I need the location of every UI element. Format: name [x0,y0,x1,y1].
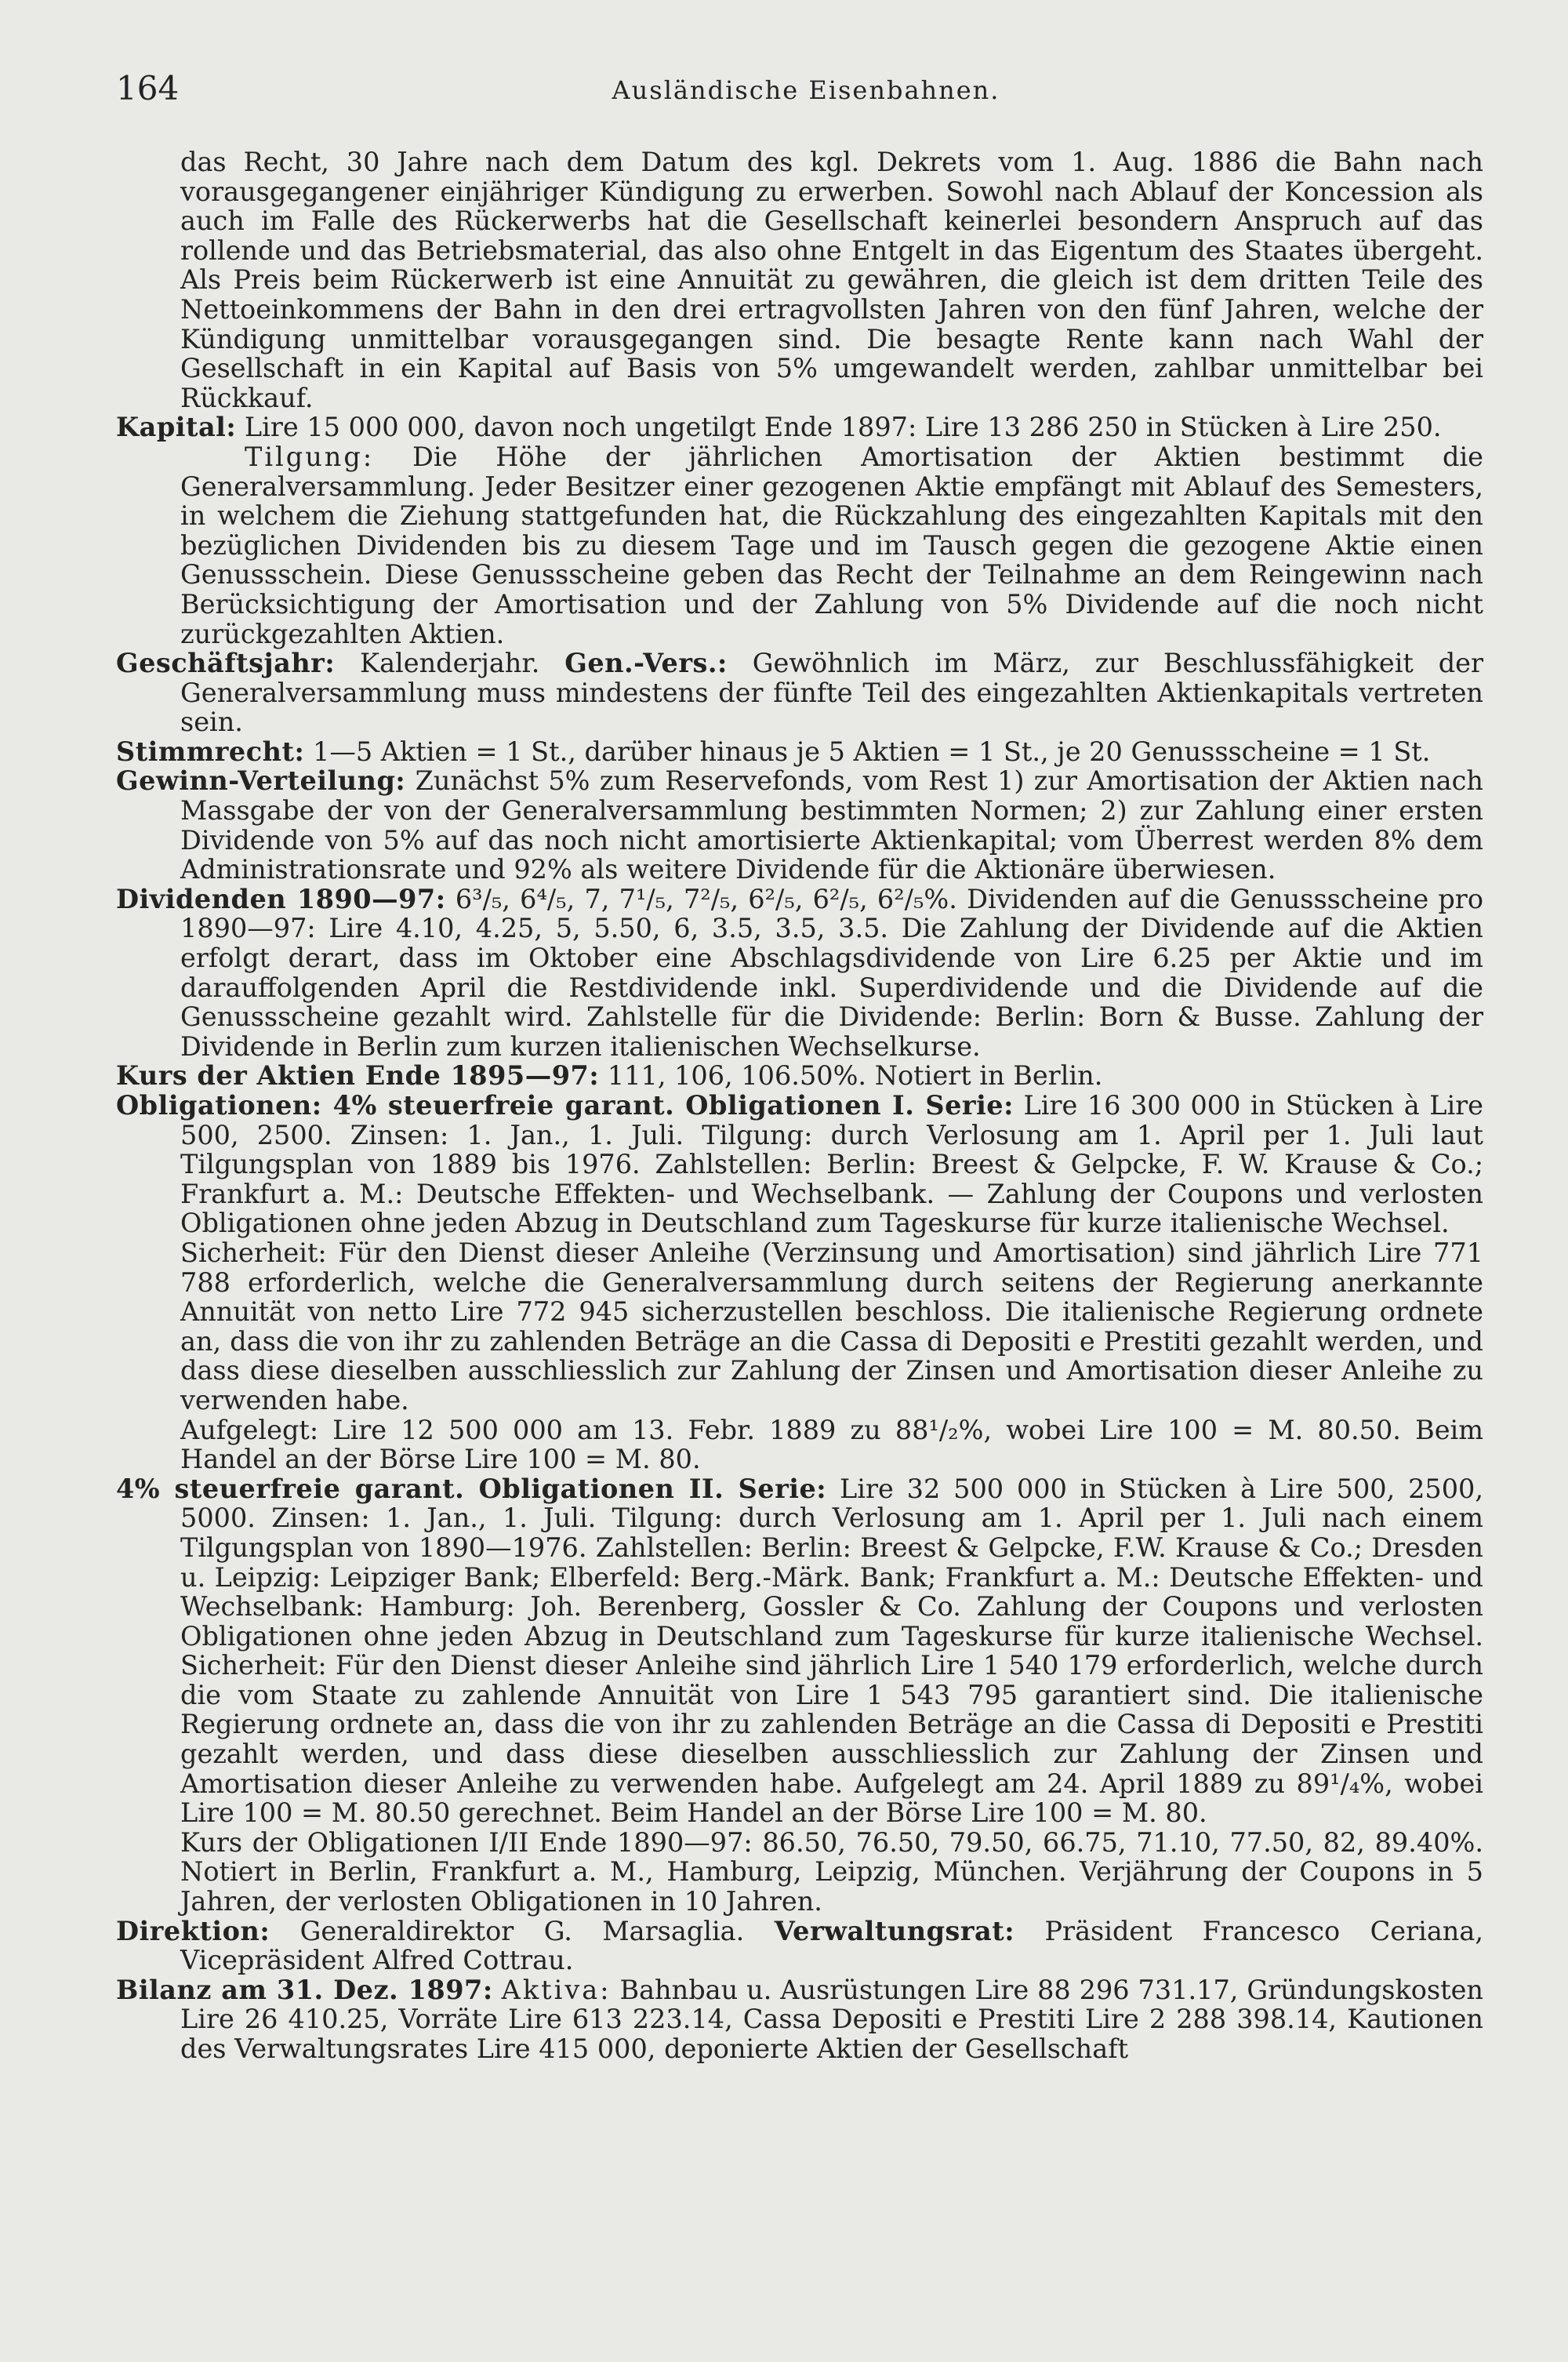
text-gewinn-verteilung: Zunächst 5% zum Reservefonds, vom Rest 1) zur Amortisation der Aktien nach Massgabe der von der Generalversammlung bestimmten Normen; 2) zur Zahlung einer ersten Dividende von 5% auf das noch nicht amortisierte Aktienkapital; vom Überrest werden 8% dem Administrationsrate und 92% als weitere Dividende für die Aktionäre überwiesen. [180,765,1483,885]
page-number: 164 [116,69,180,107]
section-obligationen-2 [116,1474,1483,1828]
section-stimmrecht [116,737,1483,767]
paragraph-rueckerwerb: das Recht, 30 Jahre nach dem Datum des kgl. Dekrets vom 1. Aug. 1886 die Bahn nach vorausgegangener einjähriger Kündigung zu erwerben. Sowohl nach Ablauf der Koncession als auch im Falle des Rückerwerbs hat die Gesellschaft keinerlei besondern Anspruch auf das rollende und das Betriebsmaterial, das also ohne Entgelt in das Eigentum des Staates übergeht. Als Preis beim Rückerwerb ist eine Annuität zu gewähren, die gleich ist dem dritten Teile des Nettoeinkommens der Bahn in den drei ertragvollsten Jahren von den fünf Jahren, welche der Kündigung unmittelbar vorausgegangen sind. Die besagte Rente kann nach Wahl der Gesellschaft in ein Kapital auf Basis von 5% umgewandelt werden, zahlbar unmittelbar bei Rückkauf. [180,147,1483,413]
paragraph-kurs-obligationen: Kurs der Obligationen I/II Ende 1890—97: 86.50, 76.50, 79.50, 66.75, 71.10, 77.50, 82, 89.40%. Notiert in Berlin, Frankfurt a. M., Hamburg, Leipzig, München. Verjährung der Coupons in 5 Jahren, der verlosten Obligationen in 10 Jahren. [180,1826,1483,1917]
label-tilgung: Tilgung: [245,441,375,472]
text-direktion: Generaldirektor G. Marsaglia. [299,1915,745,1946]
text-obligationen-1: Lire 16 300 000 in Stücken à Lire 500, 2500. Zinsen: 1. Jan., 1. Juli. Tilgung: durch Verlosung am 1. April per 1. Juli laut Tilgungsplan von 1889 bis 1976. Zahlstellen: Berlin: Breest & Gelpcke, F. W. Krause & Co.; Frankfurt a. M.: Deutsche Effekten- und Wechselbank. — Zahlung der Coupons und verlosten Obligationen ohne jeden Abzug in Deutschland zum Tageskurse für kurze italienische Wechsel. [180,1090,1483,1239]
text-stimmrecht: 1—5 Aktien = 1 St., darüber hinaus je 5 Aktien = 1 St., je 20 Genussscheine = 1 St. [313,736,1431,767]
section-kurs-aktien [116,1061,1483,1091]
text-gen-vers: Gewöhnlich im März, zur Beschlussfähigkeit der Generalversammlung muss mindestens der fünfte Teil des eingezahlten Aktienkapitals vertreten sein. [180,648,1484,738]
text-kurs-aktien: 111, 106, 106.50%. Notiert in Berlin. [607,1060,1103,1092]
section-tilgung [116,442,1483,649]
paragraph-sicherheit-1: Sicherheit: Für den Dienst dieser Anleihe (Verzinsung und Amortisation) sind jährlich Lire 771 788 erforderlich, welche die Generalversammlung durch seitens der Regierung anerkannte Annuität von netto Lire 772 945 sicherzustellen beschloss. Die italienische Regierung ordnete an, dass die von ihr zu zahlenden Beträge an die Cassa di Depositi e Prestiti gezahlt werden, und dass diese dieselben ausschliesslich zur Zahlung der Zinsen und Amortisation dieser Anleihe zu verwenden habe. [180,1237,1483,1415]
section-dividenden [116,885,1483,1062]
running-title: Ausländische Eisenbahnen. [612,75,1000,105]
label-kapital: Kapital: [116,412,237,443]
section-obligationen-1 [116,1091,1483,1238]
text-obligationen-2: Lire 32 500 000 in Stücken à Lire 500, 2500, 5000. Zinsen: 1. Jan., 1. Juli. Tilgung: durch Verlosung am 1. April per 1. Juli nach einem Tilgungsplan von 1890—1976. Zahlstellen: Berlin: Breest & Gelpcke, F.W. Krause & Co.; Dresden u. Leipzig: Leipziger Bank; Elberfeld: Berg.-Märk. Bank; Frankfurt a. M.: Deutsche Effekten- und Wechselbank: Hamburg: Joh. Berenberg, Gossler & Co. Zahlung der Coupons und verlosten Obligationen ohne jeden Abzug in Deutschland zum Tageskurse für kurze italienische Wechsel. Sicherheit: Für den Dienst dieser Anleihe sind jährlich Lire 1 540 179 erforderlich, welche durch die vom Staate zu zahlende Annuität von Lire 1 543 795 garantiert sind. Die italienische Regierung ordnete an, dass die von ihr zu zahlenden Beträge an die Cassa di Depositi e Prestiti gezahlt werden, und dass diese dieselben ausschliesslich zur Zahlung der Zinsen und Amortisation dieser Anleihe zu verwenden habe. Aufgelegt am 24. April 1889 zu 89¹/₄%, wobei Lire 100 = M. 80.50 gerechnet. Beim Handel an der Börse Lire 100 = M. 80. [180,1473,1483,1829]
text-bilanz: Bahnbau u. Ausrüstungen Lire 88 296 731.17, Gründungskosten Lire 26 410.25, Vorräte Lire 613 223.14, Cassa Depositi e Prestiti Lire 2 288 398.14, Kautionen des Verwaltungsrates Lire 415 000, deponierte Aktien der Gesellschaft [180,1974,1484,2064]
text-verwaltungsrat: Präsident Francesco Ceriana, Vicepräsident Alfred Cottrau. [180,1915,1483,1976]
label-geschaeftsjahr: Geschäftsjahr: [116,648,336,679]
text-geschaeftsjahr: Kalenderjahr. [360,648,540,679]
label-verwaltungsrat: Verwaltungsrat: [774,1915,1015,1946]
paragraph-aufgelegt-1: Aufgelegt: Lire 12 500 000 am 13. Febr. 1889 zu 88¹/₂%, wobei Lire 100 = M. 80.50. Beim Handel an der Börse Lire 100 = M. 80. [180,1414,1483,1475]
document-body [116,147,1483,2064]
text-tilgung: Die Höhe der jährlichen Amortisation der Aktien bestimmt die Generalversammlung. Jeder Besitzer einer gezogenen Aktie empfängt mit Ablauf des Semesters, in welchem die Ziehung stattgefunden hat, die Rückzahlung des eingezahlten Kapitals mit den bezüglichen Dividenden bis zu diesem Tage und im Tausch gegen die gezogene Aktie einen Genussschein. Diese Genussscheine geben das Recht der Teilnahme an dem Reingewinn nach Berücksichtigung der Amortisation und der Zahlung von 5% Dividende auf die noch nicht zurückgezahlten Aktien. [180,441,1483,649]
label-obligationen-2: 4% steuerfreie garant. Obligationen II. Serie: [116,1473,827,1504]
label-direktion: Direktion: [116,1915,270,1946]
text-kapital: Lire 15 000 000, davon noch ungetilgt Ende 1897: Lire 13 286 250 in Stücken à Lire 250. [244,412,1442,443]
section-bilanz [116,1975,1483,2064]
label-dividenden: Dividenden 1890—97: [116,883,446,914]
section-kapital [116,412,1483,442]
page-header [116,69,1496,116]
section-direktion [116,1917,1483,1975]
label-kurs-aktien: Kurs der Aktien Ende 1895—97: [116,1060,600,1092]
text-dividenden: Dividenden auf die Genussscheine pro 1890—97: Lire 4.10, 4.25, 5, 5.50, 6, 3.5, 3.5, 3.5. Die Zahlung der Dividende auf die Aktien erfolgt derart, dass im Oktober eine Abschlagsdividende von Lire 6.25 per Aktie und im darauffolgenden April die Restdividende inkl. Superdividende und die Dividende auf die Genussscheine gezahlt wird. Zahlstelle für die Dividende: Berlin: Born & Busse. Zahlung der Dividende in Berlin zum kurzen italienischen Wechselkurse. [180,883,1483,1062]
label-gewinn-verteilung: Gewinn-Verteilung: [116,765,406,797]
dividend-values: 6³/₅, 6⁴/₅, 7, 7¹/₅, 7²/₅, 6²/₅, 6²/₅, 6²/₅%. [455,883,957,914]
label-obligationen-1: Obligationen: 4% steuerfreie garant. Obligationen I. Serie: [116,1090,1014,1121]
label-stimmrecht: Stimmrecht: [116,736,305,767]
label-aktiva: Aktiva: [501,1974,612,2005]
section-geschaeftsjahr [116,649,1483,737]
section-gewinn-verteilung [116,766,1483,884]
label-bilanz: Bilanz am 31. Dez. 1897: [116,1974,493,2005]
label-gen-vers: Gen.-Vers.: [564,648,728,679]
